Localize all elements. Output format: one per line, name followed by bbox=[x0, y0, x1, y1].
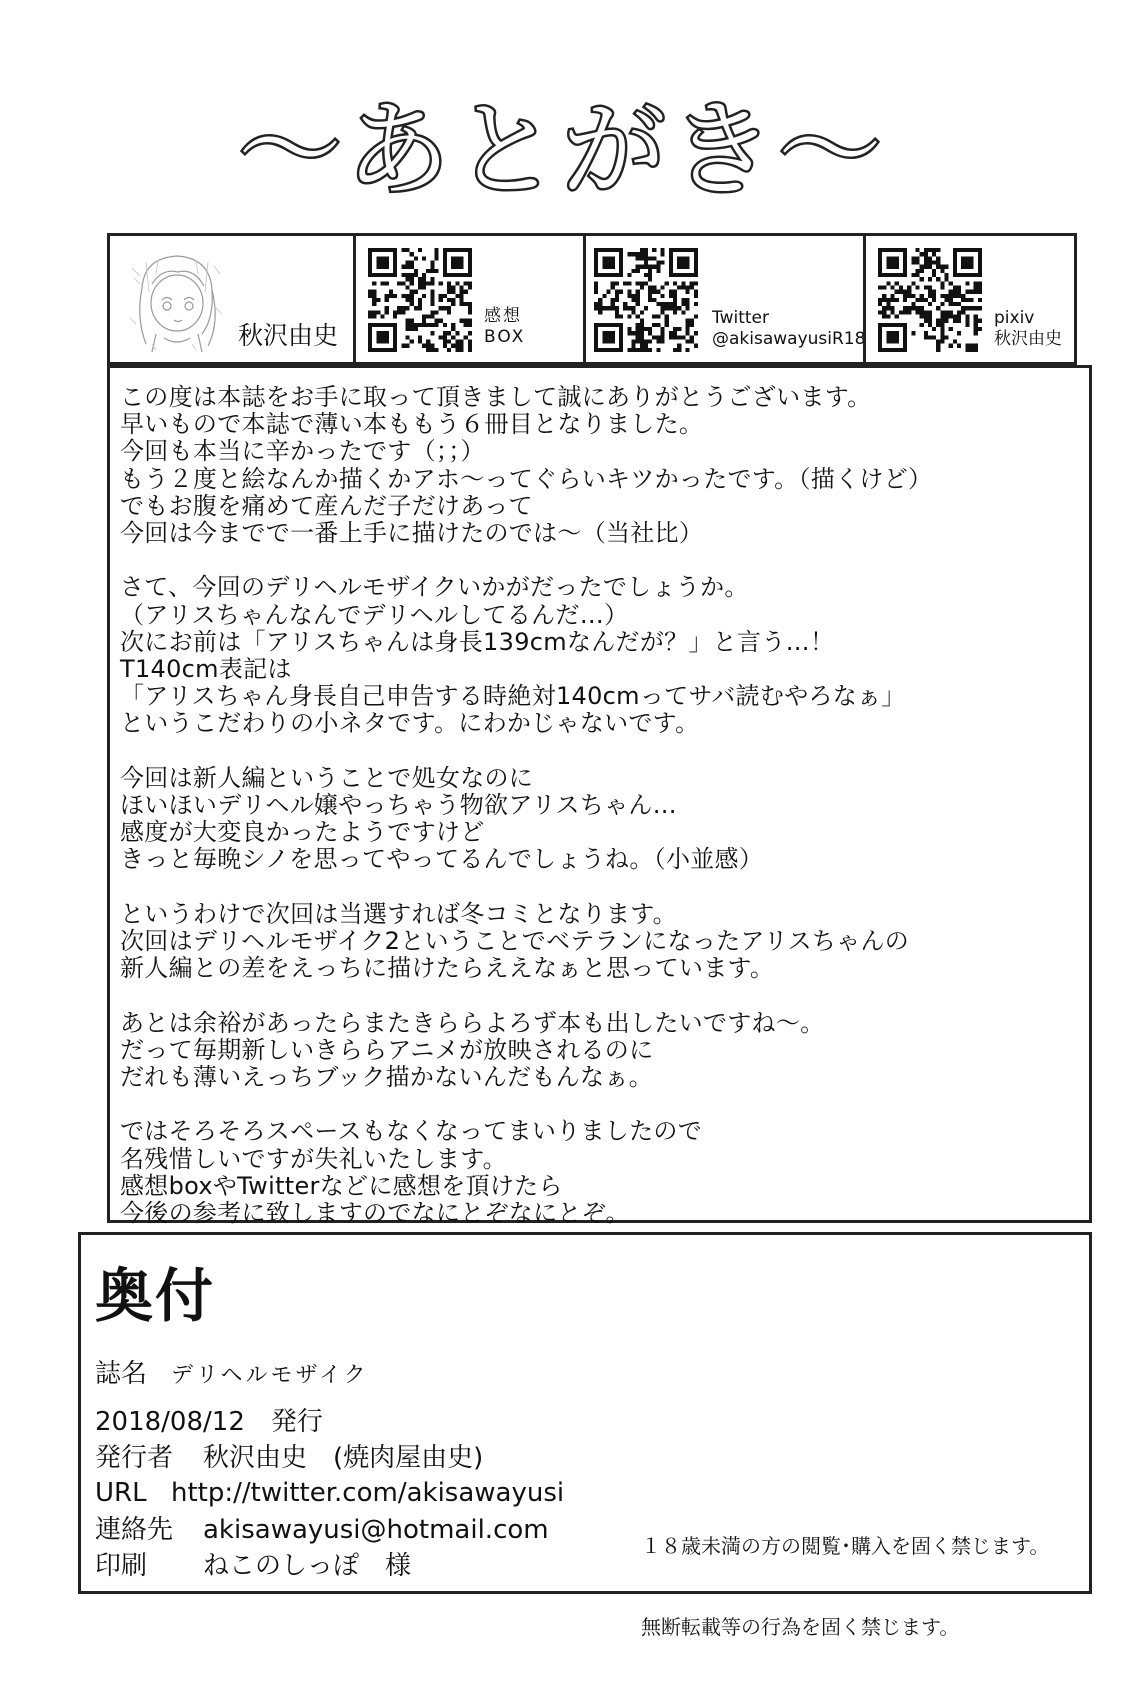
twitter-cell bbox=[583, 236, 866, 362]
colophon-key: URL bbox=[95, 1478, 147, 1508]
feedback-box-label-line1: 感想 bbox=[484, 306, 522, 326]
page-title: 〜あとがき〜 bbox=[237, 89, 886, 211]
afterword-text: この度は本誌をお手に取って頂きまして誠にありがとうございます。 早いもので本誌で薄い本ももう６冊目となりました。 今回も本当に辛かったです（；；） もう２度と絵なんか描くかアホ〜ってぐらいキツかったです。（描くけど） でもお腹を痛めて産んだ子だけあって 今回は今までで一番上手に描けたのでは〜（当社比） さて、今回のデリヘルモザイクいかがだったでしょうか。 （アリスちゃんなんでデリヘルしてるんだ…） 次にお前は「アリスちゃんは身長139cmなんだが？」と言う…！ T140cm表記は 「アリスちゃん身長自己申告する時絶対140cmってサバ読むやろなぁ」 というこだわりの小ネタです。にわかじゃないです。 今回は新人編ということで処女なのに ほいほいデリヘル嬢やっちゃう物欲アリスちゃん… 感度が大変良かったようですけど きっと毎晩シノを思ってやってるんでしょうね。（小並感） というわけで次回は当選すれば冬コミとなります。 次回はデリヘルモザイク2ということでベテランになったアリスちゃんの 新人編との差をえっちに描けたらええなぁと思っています。 あとは余裕があったらまたきららよろず本も出したいですね〜。 だって毎期新しいきららアニメが放映されるのに だれも薄いえっちブック描かないんだもんなぁ。 ではそろそろスペースもなくなってまいりましたので 名残惜しいですが失礼いたします。 感想boxやTwitterなどに感想を頂けたら 今後の参考に致しますのでなにとぞなにとぞ。 bbox=[120, 383, 933, 1228]
colophon-box bbox=[78, 1232, 1092, 1639]
notice-line: 無断転載等の行為を固く禁じます。 bbox=[641, 1615, 960, 1639]
afterword-message-box bbox=[107, 365, 1092, 1228]
colophon-date: 2018/08/12 発行 bbox=[95, 1407, 323, 1437]
author-name: 秋沢由史 bbox=[238, 321, 339, 350]
qr-code-icon[interactable] bbox=[368, 248, 472, 352]
colophon-url-link[interactable]: http://twitter.com/akisawayusi bbox=[171, 1478, 565, 1508]
colophon-email-link[interactable]: akisawayusi@hotmail.com bbox=[203, 1515, 549, 1545]
feedback-box-label-line2: BOX bbox=[484, 327, 526, 348]
author-links-box bbox=[107, 233, 1077, 365]
colophon-publisher-row bbox=[95, 1445, 483, 1471]
age-restriction-notice bbox=[641, 1479, 1049, 1695]
colophon-key: 発行者 bbox=[95, 1443, 174, 1473]
feedback-box-label bbox=[484, 306, 525, 349]
colophon-contact-row bbox=[95, 1517, 549, 1543]
pixiv-cell bbox=[863, 236, 1074, 362]
twitter-label bbox=[712, 308, 865, 351]
qr-code-icon[interactable] bbox=[878, 248, 982, 352]
pixiv-name: 秋沢由史 bbox=[994, 329, 1062, 350]
colophon-key: 誌名 bbox=[95, 1359, 148, 1389]
colophon-value: 秋沢由史 (焼肉屋由史) bbox=[203, 1443, 484, 1473]
author-avatar-illustration bbox=[122, 248, 228, 352]
twitter-handle: @akisawayusiR18 bbox=[712, 329, 866, 350]
feedback-box-cell bbox=[353, 236, 583, 362]
colophon-print-row bbox=[95, 1553, 411, 1579]
qr-code-icon[interactable] bbox=[594, 248, 698, 352]
pixiv-label-line1: pixiv bbox=[994, 308, 1035, 328]
colophon-value: デリヘルモザイク bbox=[171, 1363, 369, 1388]
notice-line: １８歳未満の方の閲覧･購入を固く禁じます。 bbox=[641, 1534, 1050, 1558]
pixiv-label bbox=[994, 308, 1062, 351]
colophon-key: 連絡先 bbox=[95, 1515, 174, 1545]
colophon-url-row bbox=[95, 1480, 564, 1506]
colophon-title: 奥付 bbox=[95, 1262, 216, 1330]
twitter-label-line1: Twitter bbox=[712, 308, 769, 328]
colophon-key: 印刷 bbox=[95, 1551, 148, 1581]
author-cell bbox=[110, 236, 353, 362]
colophon-value: ねこのしっぽ 様 bbox=[203, 1551, 412, 1581]
colophon-title-row bbox=[95, 1361, 369, 1387]
